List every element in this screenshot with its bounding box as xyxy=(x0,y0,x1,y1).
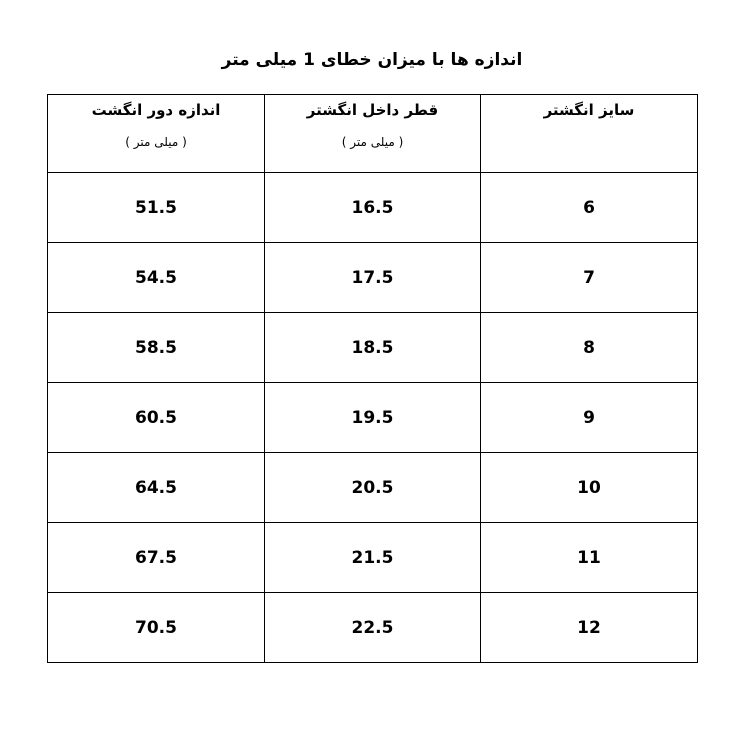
cell-size: 10 xyxy=(481,453,698,523)
table-row xyxy=(48,523,698,593)
cell-circumference: 67.5 xyxy=(48,523,265,593)
cell-circumference: 54.5 xyxy=(48,243,265,313)
cell-inner-diameter: 21.5 xyxy=(265,523,481,593)
cell-circumference: 70.5 xyxy=(48,593,265,663)
cell-inner-diameter: 17.5 xyxy=(265,243,481,313)
table-row xyxy=(48,173,698,243)
cell-circumference: 58.5 xyxy=(48,313,265,383)
cell-size: 7 xyxy=(481,243,698,313)
cell-circumference: 60.5 xyxy=(48,383,265,453)
table-row xyxy=(48,383,698,453)
header-circumference-label: اندازه دور انگشت xyxy=(91,101,221,119)
cell-size: 9 xyxy=(481,383,698,453)
table-row xyxy=(48,453,698,523)
header-circumference-unit: ( میلی متر ) xyxy=(125,135,187,149)
cell-inner-diameter: 20.5 xyxy=(265,453,481,523)
cell-inner-diameter: 19.5 xyxy=(265,383,481,453)
cell-inner-diameter: 18.5 xyxy=(265,313,481,383)
header-inner-diameter xyxy=(265,95,481,173)
header-inner-diameter-label: قطر داخل انگشتر xyxy=(306,101,439,119)
cell-inner-diameter: 22.5 xyxy=(265,593,481,663)
cell-circumference: 51.5 xyxy=(48,173,265,243)
table-row xyxy=(48,593,698,663)
table-row xyxy=(48,313,698,383)
cell-inner-diameter: 16.5 xyxy=(265,173,481,243)
page-title: اندازه ها با میزان خطای 1 میلی متر xyxy=(221,50,523,70)
table-header-row xyxy=(48,95,698,173)
cell-circumference: 64.5 xyxy=(48,453,265,523)
ring-size-table xyxy=(47,94,698,663)
cell-size: 6 xyxy=(481,173,698,243)
header-circumference xyxy=(48,95,265,173)
table-row xyxy=(48,243,698,313)
header-size xyxy=(481,95,698,173)
header-size-label: سایز انگشتر xyxy=(543,101,635,119)
header-inner-diameter-unit: ( میلی متر ) xyxy=(341,135,404,149)
cell-size: 8 xyxy=(481,313,698,383)
cell-size: 12 xyxy=(481,593,698,663)
cell-size: 11 xyxy=(481,523,698,593)
